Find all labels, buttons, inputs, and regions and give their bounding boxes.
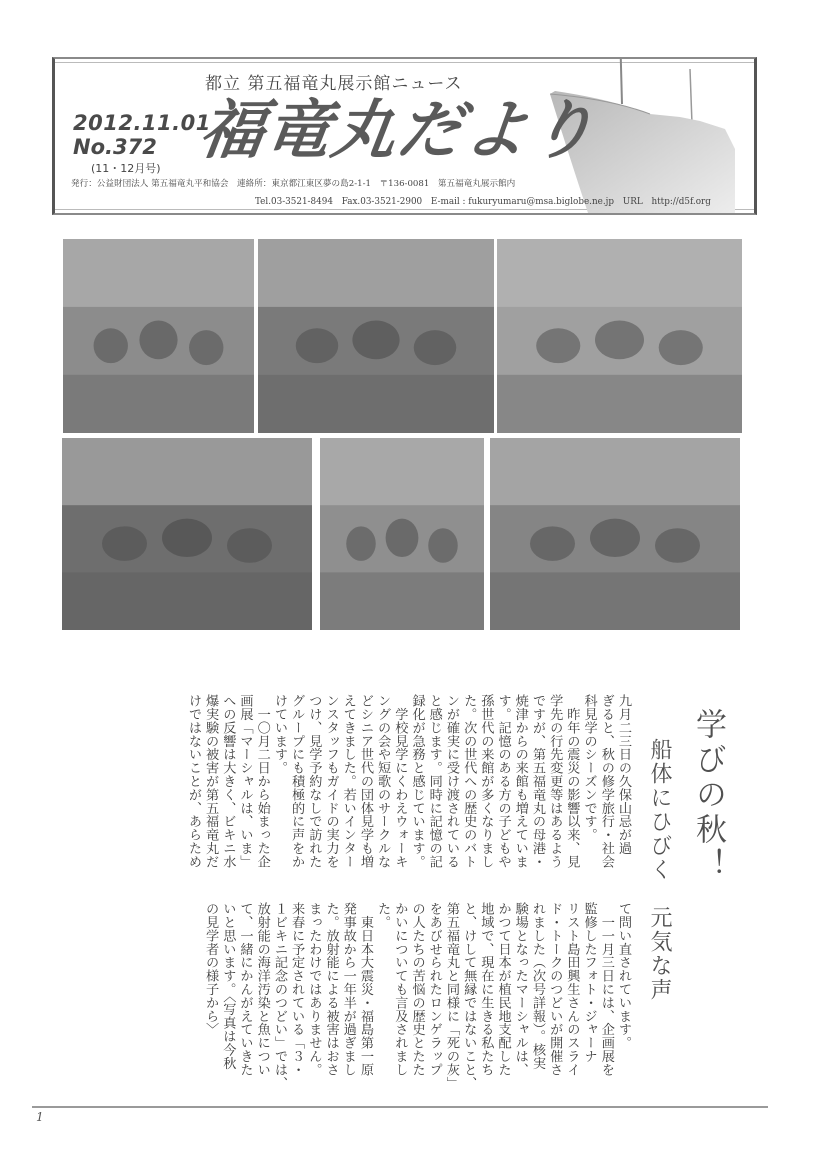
text-column: 東日本大震災・福島第一原 xyxy=(357,902,373,1077)
issue-months: (11・12月号) xyxy=(91,162,161,175)
text-column: まったわけではありません。 xyxy=(306,902,322,1077)
text-column: て、一緒にかんがえていきた xyxy=(237,902,253,1077)
text-column: 第五福竜丸と同様に「死の灰」 xyxy=(443,902,459,1090)
text-column: 録化が急務と感じています。 xyxy=(409,694,425,869)
text-column: けではないことが、あらため xyxy=(185,694,201,869)
photo-children-at-table xyxy=(490,438,740,630)
page-number: 1 xyxy=(36,1110,44,1124)
article-subheadline: 船体にひびく 元気な声 xyxy=(647,738,672,1002)
text-column: 焼津からの来館も増えていま xyxy=(512,694,528,869)
text-column: 科見学のシーズンです。 xyxy=(581,694,597,842)
text-column: 地域で、現在に生きる私たち xyxy=(478,902,494,1077)
text-column: ンスタッフもガイドの実力を xyxy=(323,694,339,869)
masthead xyxy=(52,57,757,215)
text-column: かつて日本が植民地支配した xyxy=(495,902,511,1077)
text-column: 発事故から一年半が過ぎまし xyxy=(340,902,356,1077)
photo-students-sitting-hall xyxy=(62,438,312,630)
text-column: た。次の世代への歴史のバト xyxy=(461,694,477,869)
text-column: ですが、第五福竜丸の母港・ xyxy=(529,694,545,869)
text-column: かいについても言及されまし xyxy=(392,902,408,1077)
text-column: と、けして無縁ではないこと、 xyxy=(461,902,477,1090)
photo-students-corridor xyxy=(320,438,484,630)
photo-visitors-at-exhibit xyxy=(497,239,742,433)
text-column: 昨年の震災の影響以来、見 xyxy=(564,694,580,869)
footer-rule xyxy=(32,1106,768,1108)
article-body-bottom xyxy=(202,902,632,1102)
text-column: リスト島田興生さんのスライ xyxy=(564,902,580,1077)
text-column: た。 xyxy=(375,902,391,929)
text-column: 一一月三日には、企画展を xyxy=(598,902,614,1077)
text-column: た。放射能による被害はおさ xyxy=(323,902,339,1077)
text-column: ングの会や短歌のサークルな xyxy=(375,694,391,869)
text-column: 孫世代の来館が多くなりまし xyxy=(478,694,494,869)
text-column: す。記憶のある方の子どもや xyxy=(495,694,511,869)
text-column: ンが確実に受け渡されている xyxy=(443,694,459,869)
text-column: と感じます。同時に記憶の記 xyxy=(426,694,442,869)
text-column: 監修したフォト・ジャーナ xyxy=(581,902,597,1063)
photo-students-seated-by-ship xyxy=(63,239,254,433)
text-column: 験場となったマーシャルは、 xyxy=(512,902,528,1077)
text-column: ド・トークのつどいが開催さ xyxy=(547,902,563,1077)
article-headline: 学びの秋！ xyxy=(690,708,726,883)
text-column: 放射能の海洋汚染と魚につい xyxy=(254,902,270,1077)
text-column: いと思います。〈写真は今秋 xyxy=(220,902,236,1070)
text-column: えてきました。若いインター xyxy=(340,694,356,869)
text-column: 学先の行先変更等はあるよう xyxy=(547,694,563,869)
text-column: の人たちの苦悩の歴史とたた xyxy=(409,902,425,1077)
text-column: グループにも積極的に声をか xyxy=(289,694,305,869)
contact-line: Tel.03-3521-8494 Fax.03-3521-2900 E-mail : fukuryumaru@msa.biglobe.ne.jp URL http://d5f.org xyxy=(255,197,711,207)
issue-date: 2012.11.01 xyxy=(73,111,211,135)
text-column: けています。 xyxy=(271,694,287,775)
text-column: 来春に予定されている「３・ xyxy=(289,902,305,1077)
text-column: どシニア世代の団体見学も増 xyxy=(357,694,373,869)
text-column: １ビキニ記念のつどい」では、 xyxy=(271,902,287,1090)
photo-children-with-hats xyxy=(258,239,494,433)
text-column: 爆実験の被害が第五福竜丸だ xyxy=(203,694,219,869)
text-column: の見学者の様子から〉 xyxy=(203,902,219,1036)
text-column: つけ、見学予約なしで訪れた xyxy=(306,694,322,869)
article-body-top xyxy=(185,694,632,914)
text-column: への反響は大きく、ビキニ水 xyxy=(220,694,236,869)
series-label: 都立 第五福竜丸展示館ニュース xyxy=(205,74,463,94)
text-column: 学校見学にくわえウォーキ xyxy=(392,694,408,869)
newsletter-title: 福竜丸だより xyxy=(194,93,602,168)
publisher-line: 発行：公益財団法人 第五福竜丸平和協会 連絡所：東京都江東区夢の島2-1-1 〒136-0081 第五福竜丸展示館内 xyxy=(71,179,516,189)
text-column: れました（次号詳報）。核実 xyxy=(529,902,545,1070)
issue-number: No.372 xyxy=(73,135,157,159)
text-column: 一〇月二日から始まった企 xyxy=(254,694,270,869)
text-column: をあびせられたロンゲラップ xyxy=(426,902,442,1077)
text-column: 画展「マーシャルは、いま」 xyxy=(237,694,253,869)
text-column: て問い直されています。 xyxy=(616,902,631,1050)
text-column: 九月二三日の久保山忌が過 xyxy=(616,694,631,855)
text-column: ぎると、秋の修学旅行・社会 xyxy=(598,694,614,869)
